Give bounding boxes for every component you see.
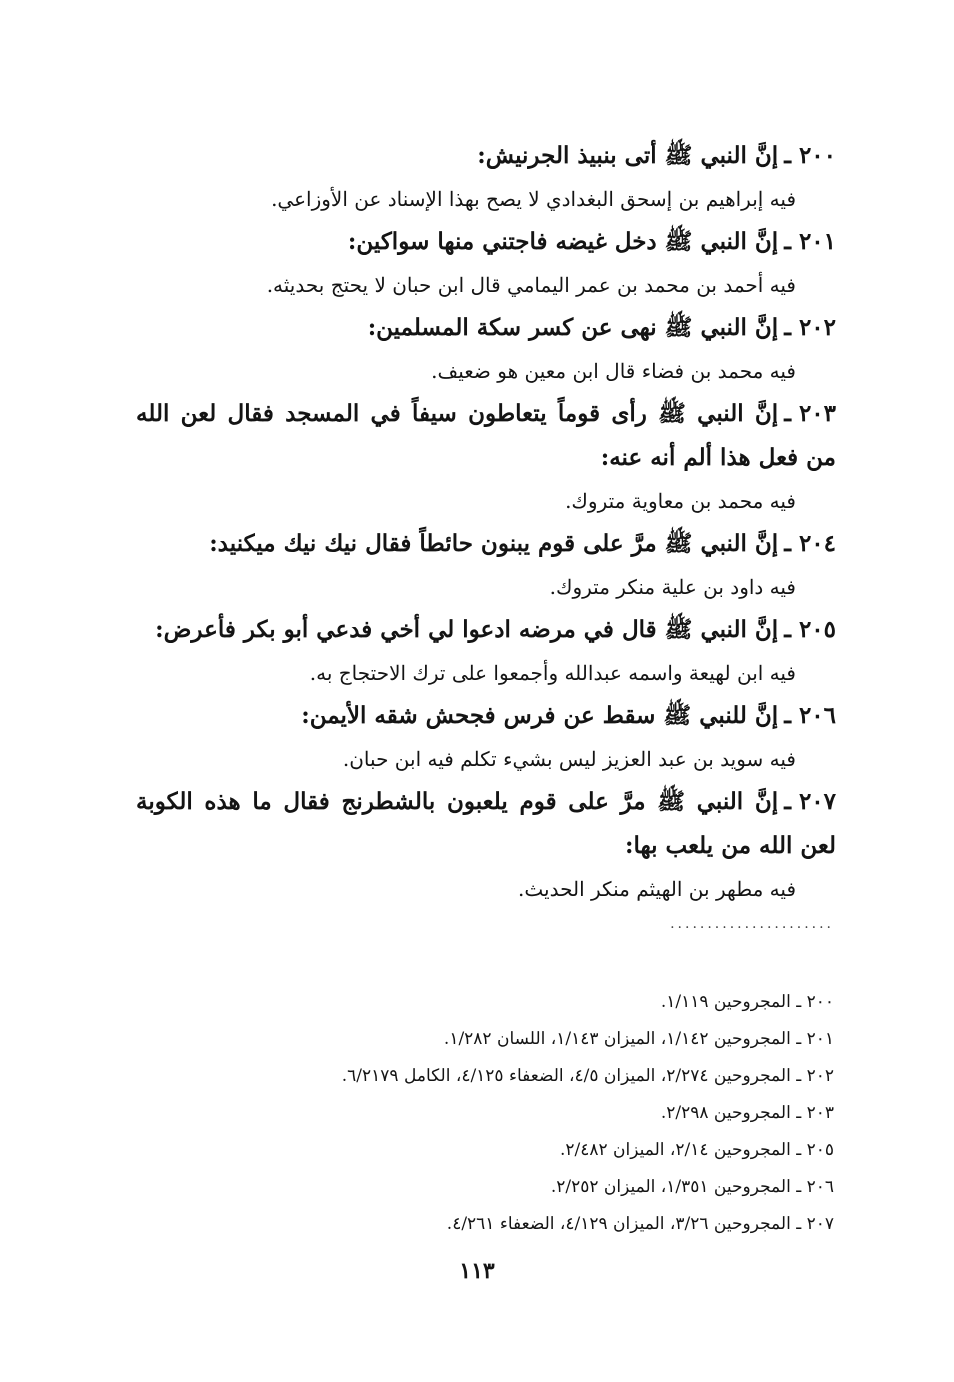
footnote-separator: ...................... xyxy=(670,916,834,932)
entry-201-note: فيه أحمد بن محمد بن عمر اليمامي قال ابن حبان لا يحتج بحديثه. xyxy=(266,273,796,297)
entry-202-note: فيه محمد بن فضاء قال ابن معين هو ضعيف. xyxy=(431,359,796,383)
entry-205-note: فيه ابن لهيعة واسمه عبدالله وأجمعوا على ترك الاحتجاج به. xyxy=(309,661,796,685)
entry-number: ٢٠٢ ـ xyxy=(784,314,836,341)
entry-206-note: فيه سويد بن عبد العزيز ليس بشيء تكلم فيه ابن حبان. xyxy=(342,747,796,771)
footnote-200: ٢٠٠ ـ المجروحين ١/١١٩. xyxy=(660,992,834,1012)
entry-202-title xyxy=(136,306,836,350)
footnote-205: ٢٠٥ ـ المجروحين ٢/١٤، الميزان ٢/٤٨٢. xyxy=(559,1140,834,1160)
entry-number: ٢٠١ ـ xyxy=(784,228,836,255)
entry-text: إنَّ النبي ﷺ مرَّ على قوم يلعبون بالشطرنج فقال ما هذه الكوبة لعن الله من يلعب بها: xyxy=(136,788,836,859)
entry-number: ٢٠٥ ـ xyxy=(784,616,836,643)
entry-205-title xyxy=(136,608,836,652)
entry-207-note: فيه مطهر بن الهيثم منكر الحديث. xyxy=(518,877,796,901)
entry-number: ٢٠٧ ـ xyxy=(784,788,836,815)
footnotes xyxy=(114,984,834,1243)
page-number: ١١٣ xyxy=(459,1258,495,1284)
entry-text: إنَّ للنبي ﷺ سقط عن فرس فجحش شقه الأيمن: xyxy=(301,702,779,729)
entry-number: ٢٠٣ ـ xyxy=(784,400,836,427)
entry-204-title xyxy=(136,522,836,566)
entry-text: إنَّ النبي ﷺ أتى بنبيذ الجرنيش: xyxy=(477,142,779,169)
entry-number: ٢٠٦ ـ xyxy=(784,702,836,729)
entry-206-title xyxy=(136,694,836,738)
footnote-203: ٢٠٣ ـ المجروحين ٢/٢٩٨. xyxy=(660,1103,834,1123)
entry-text: إنَّ النبي ﷺ دخل غيضه فاجتني منها سواكين: xyxy=(347,228,779,255)
entry-207-title xyxy=(136,780,836,868)
entry-text: إنَّ النبي ﷺ مرَّ على قوم يبنون حائطاً فقال نيك نيك ميكنيد: xyxy=(209,530,779,557)
entry-number: ٢٠٤ ـ xyxy=(784,530,836,557)
entry-200-title xyxy=(136,134,836,178)
entry-203-title xyxy=(136,392,836,480)
entry-204-note: فيه داود بن علية منكر متروك. xyxy=(549,575,796,599)
entry-text: إنَّ النبي ﷺ نهى عن كسر سكة المسلمين: xyxy=(367,314,779,341)
entry-201-title xyxy=(136,220,836,264)
footnote-206: ٢٠٦ ـ المجروحين ١/٣٥١، الميزان ٢/٢٥٢. xyxy=(550,1177,834,1197)
footnote-207: ٢٠٧ ـ المجروحين ٣/٢٦، الميزان ٤/١٢٩، الضعفاء ٤/٢٦١. xyxy=(446,1214,834,1234)
entry-203-note: فيه محمد بن معاوية متروك. xyxy=(565,489,796,513)
entry-200-note: فيه إبراهيم بن إسحق البغدادي لا يصح بهذا الإسناد عن الأوزاعي. xyxy=(271,187,796,211)
footnote-202: ٢٠٢ ـ المجروحين ٢/٢٧٤، الميزان ٤/٥، الضعفاء ٤/١٢٥، الكامل ٦/٢١٧٩. xyxy=(341,1066,834,1086)
hadith-entries xyxy=(136,134,836,910)
entry-number: ٢٠٠ ـ xyxy=(784,142,836,169)
footnote-201: ٢٠١ ـ المجروحين ١/١٤٢، الميزان ١/١٤٣، اللسان ١/٢٨٢. xyxy=(443,1029,834,1049)
entry-text: إنَّ النبي ﷺ قال في مرضه ادعوا لي أخي فدعي أبو بكر فأعرض: xyxy=(155,616,779,643)
entry-text: إنَّ النبي ﷺ رأى قوماً يتعاطون سيفاً في المسجد فقال لعن الله من فعل هذا ألم أنه عنه: xyxy=(136,400,836,471)
